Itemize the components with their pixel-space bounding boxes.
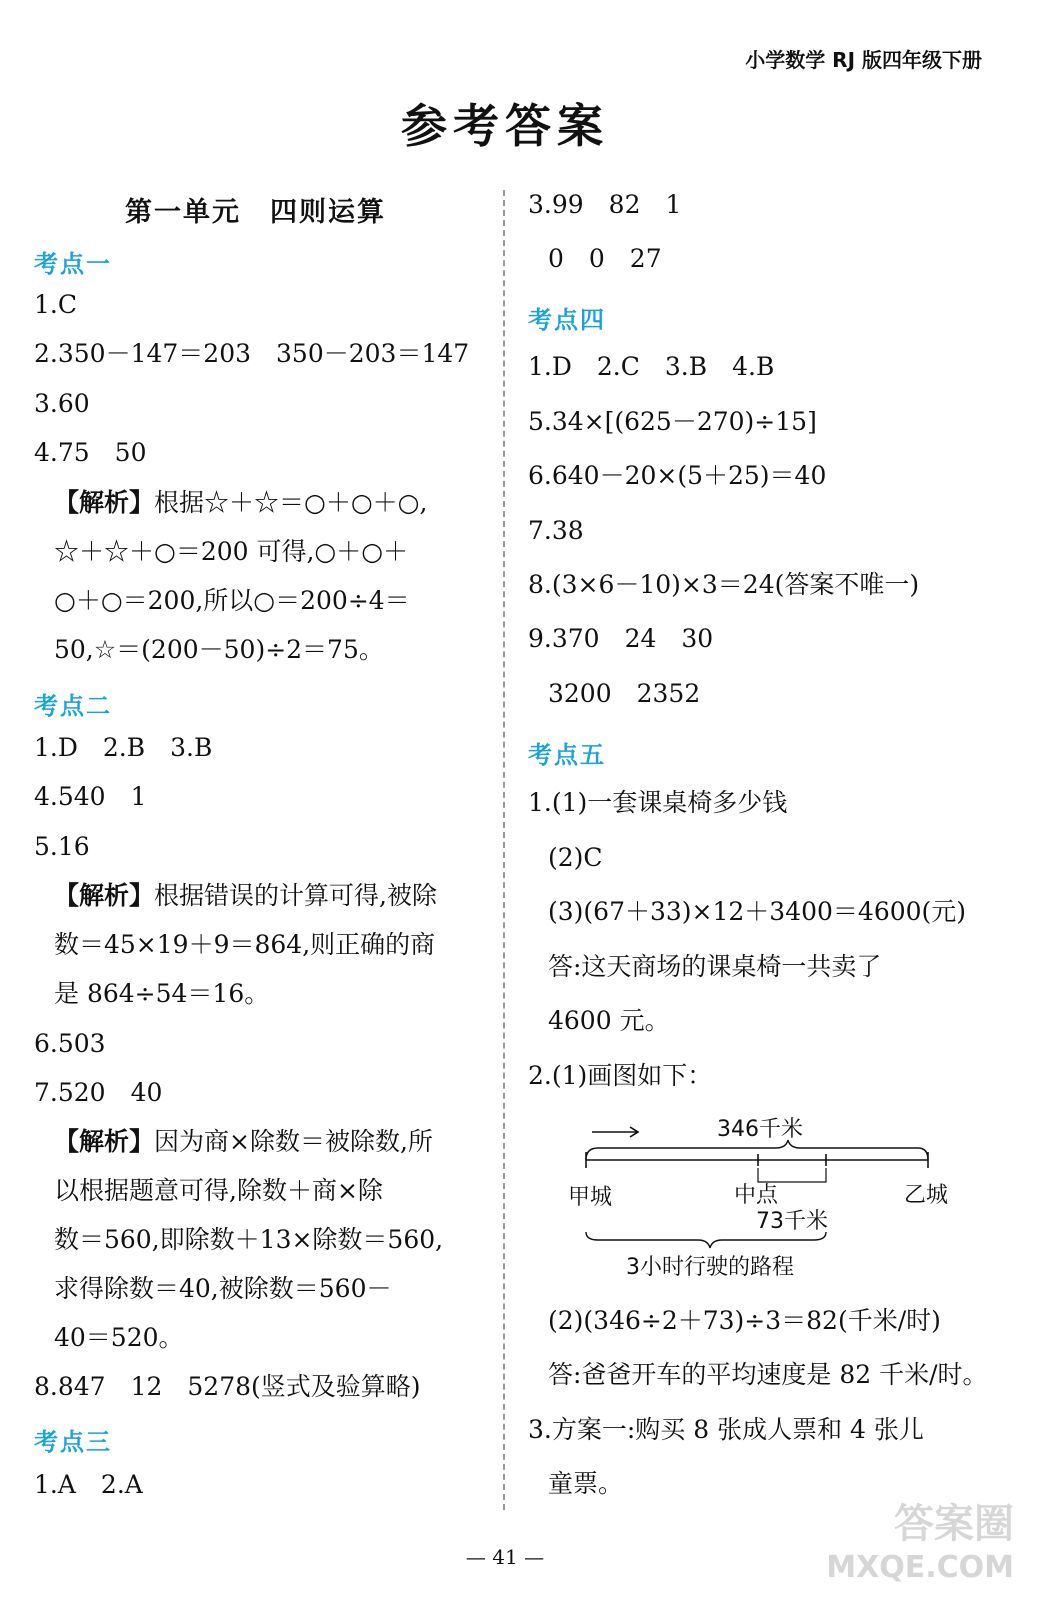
analysis-tag: 【解析】 — [54, 1127, 155, 1156]
answer-line: (2)C — [548, 843, 603, 872]
answer-line: 7.38 — [528, 516, 584, 545]
column-divider — [503, 190, 505, 1510]
answer-line: 8.(3×6－10)×3＝24(答案不唯一) — [528, 570, 920, 599]
answer-line: (3)(67＋33)×12＋3400＝4600(元) — [548, 897, 967, 926]
answer-line: 0 0 27 — [548, 244, 662, 273]
section-kaodian-2: 考点二 — [34, 692, 112, 720]
watermark-logo: 答案圈 — [894, 1501, 1014, 1547]
answer-line: 6.503 — [34, 1029, 106, 1058]
answer-line: 1.A 2.A — [34, 1470, 143, 1499]
section-kaodian-1: 考点一 — [34, 250, 112, 278]
answer-line: 4.540 1 — [34, 782, 147, 811]
book-header: 小学数学 RJ 版四年级下册 — [745, 48, 982, 72]
analysis-line — [54, 881, 437, 911]
total-distance-label: 346千米 — [717, 1117, 803, 1142]
watermark-url: MXQE.COM — [826, 1550, 1014, 1585]
answer-line: 1.D 2.B 3.B — [34, 733, 213, 762]
section-kaodian-3: 考点三 — [34, 1428, 112, 1456]
answer-line: 9.370 24 30 — [528, 624, 714, 653]
path-label: 3小时行驶的路程 — [626, 1255, 794, 1280]
analysis-line: 数＝560,即除数＋13×除数＝560, — [54, 1225, 444, 1254]
analysis-line: ○＋○＝200,所以○＝200÷4＝ — [54, 586, 410, 615]
answer-line: 答:爸爸开车的平均速度是 82 千米/时。 — [548, 1360, 988, 1389]
analysis-text: 根据☆＋☆＝○＋○＋○, — [154, 488, 428, 517]
extra-distance-label: 73千米 — [756, 1209, 828, 1234]
answer-line: 4600 元。 — [548, 1006, 670, 1035]
city-a-label: 甲城 — [568, 1185, 613, 1210]
analysis-line: 是 864÷54＝16。 — [54, 979, 270, 1008]
answer-line: 3.99 82 1 — [528, 190, 682, 219]
midpoint-label: 中点 — [734, 1183, 779, 1208]
route-diagram — [558, 1108, 978, 1288]
answer-line: 答:这天商场的课桌椅一共卖了 — [548, 952, 882, 981]
answer-line: 2.(1)画图如下： — [528, 1061, 713, 1090]
answer-line: 1.D 2.C 3.B 4.B — [528, 352, 775, 381]
answer-line: 3.60 — [34, 389, 90, 418]
section-kaodian-5: 考点五 — [528, 741, 606, 769]
page-title: 参考答案 — [401, 99, 609, 153]
answer-line: 2.350－147＝203 350－203＝147 — [34, 339, 470, 368]
answer-line: 3200 2352 — [548, 679, 701, 708]
analysis-line: 以根据题意可得,除数＋商×除 — [54, 1176, 383, 1205]
answer-line: 5.16 — [34, 832, 90, 861]
analysis-text: 因为商×除数＝被除数,所 — [154, 1127, 433, 1156]
path-brace — [586, 1232, 826, 1248]
answer-line: 6.640－20×(5＋25)＝40 — [528, 461, 827, 490]
analysis-tag: 【解析】 — [54, 488, 155, 517]
extra-distance-bracket — [758, 1168, 826, 1182]
analysis-text: 根据错误的计算可得,被除 — [154, 881, 437, 910]
watermark — [826, 1502, 1014, 1590]
analysis-line — [54, 1127, 433, 1157]
analysis-line: 求得除数＝40,被除数＝560－ — [54, 1274, 392, 1303]
page-number: — 41 — — [465, 1545, 545, 1569]
analysis-line: ☆＋☆＋○＝200 可得,○＋○＋ — [54, 537, 409, 566]
city-b-label: 乙城 — [904, 1183, 949, 1208]
answer-line: 5.34×[(625－270)÷15] — [528, 407, 817, 436]
unit-title: 第一单元 四则运算 — [125, 197, 386, 228]
total-brace — [586, 1140, 928, 1160]
answer-line: 8.847 12 5278(竖式及验算略) — [34, 1372, 421, 1401]
answer-line: (2)(346÷2＋73)÷3＝82(千米/时) — [548, 1306, 941, 1335]
answer-line: 1.(1)一套课桌椅多少钱 — [528, 788, 788, 817]
answer-line: 1.C — [34, 290, 77, 319]
section-kaodian-4: 考点四 — [528, 306, 606, 334]
analysis-line: 数＝45×19＋9＝864,则正确的商 — [54, 930, 436, 959]
analysis-line — [54, 488, 427, 518]
answer-line: 童票。 — [548, 1469, 624, 1498]
analysis-tag: 【解析】 — [54, 881, 155, 910]
answer-line: 7.520 40 — [34, 1078, 163, 1107]
answer-line: 3.方案一:购买 8 张成人票和 4 张儿 — [528, 1415, 924, 1444]
answer-line: 4.75 50 — [34, 438, 147, 467]
analysis-line: 40＝520。 — [54, 1323, 184, 1352]
analysis-line: 50,☆＝(200－50)÷2＝75。 — [54, 635, 384, 664]
